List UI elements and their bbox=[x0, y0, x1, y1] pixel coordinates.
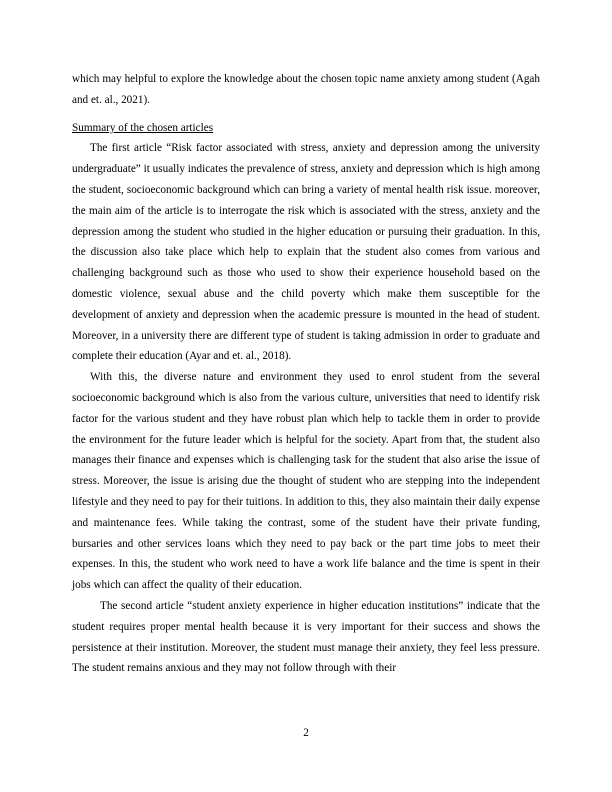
section-heading: Summary of the chosen articles bbox=[72, 121, 214, 134]
body-paragraph-1: The first article “Risk factor associated with stress, anxiety and depression among the university undergraduate” it usually indicates the prevalence of stress, anxiety and depression which is high among the student, socioeconomic background which can bring a variety of mental health risk issue. moreover, the main aim of the article is to interrogate the risk which is associated with the stress, anxiety and the depression among the student who studied in the higher education or pursuing their graduation. In this, the discussion also take place which help to explain that the student also comes from various and challenging background such as those who used to show their experience household based on the domestic violence, sexual abuse and the child poverty which make them susceptible for the development of anxiety and depression when the academic pressure is mounted in the head of student. Moreover, in a university there are different type of student is taking admission in order to graduate and complete their education (Ayar and et. al., 2018). bbox=[72, 142, 540, 363]
page-number: 2 bbox=[303, 727, 309, 739]
document-body bbox=[72, 69, 540, 679]
body-paragraph-2: With this, the diverse nature and environment they used to enrol student from the several socioeconomic background which is also from the various culture, universities that need to identify risk factor for the various student and they have robust plan which help to tackle them in order to provide the environment for the future leader which is helpful for the society. Apart from that, the student also manages their finance and expenses which is challenging task for the student that also arise the issue of stress. Moreover, the issue is arising due the thought of student who are stepping into the independent lifestyle and they need to pay for their tuitions. In addition to this, they also maintain their daily expense and maintenance fees. While taking the contrast, some of the student have their private funding, bursaries and other services loans which they need to pay back or the part time jobs to meet their expenses. In this, the student who work need to have a work life balance and the time is spent in their jobs which can affect the quality of their education. bbox=[72, 371, 540, 592]
intro-paragraph: which may helpful to explore the knowledge about the chosen topic name anxiety among student (Agah and et. al., 2021). bbox=[72, 73, 540, 106]
body-paragraph-3: The second article “student anxiety experience in higher education institutions” indicate that the student requires proper mental health because it is very important for their success and shows the persistence at their institution. Moreover, the student must manage their anxiety, they feel less pressure. The student remains anxious and they may not follow through with their bbox=[72, 599, 540, 675]
